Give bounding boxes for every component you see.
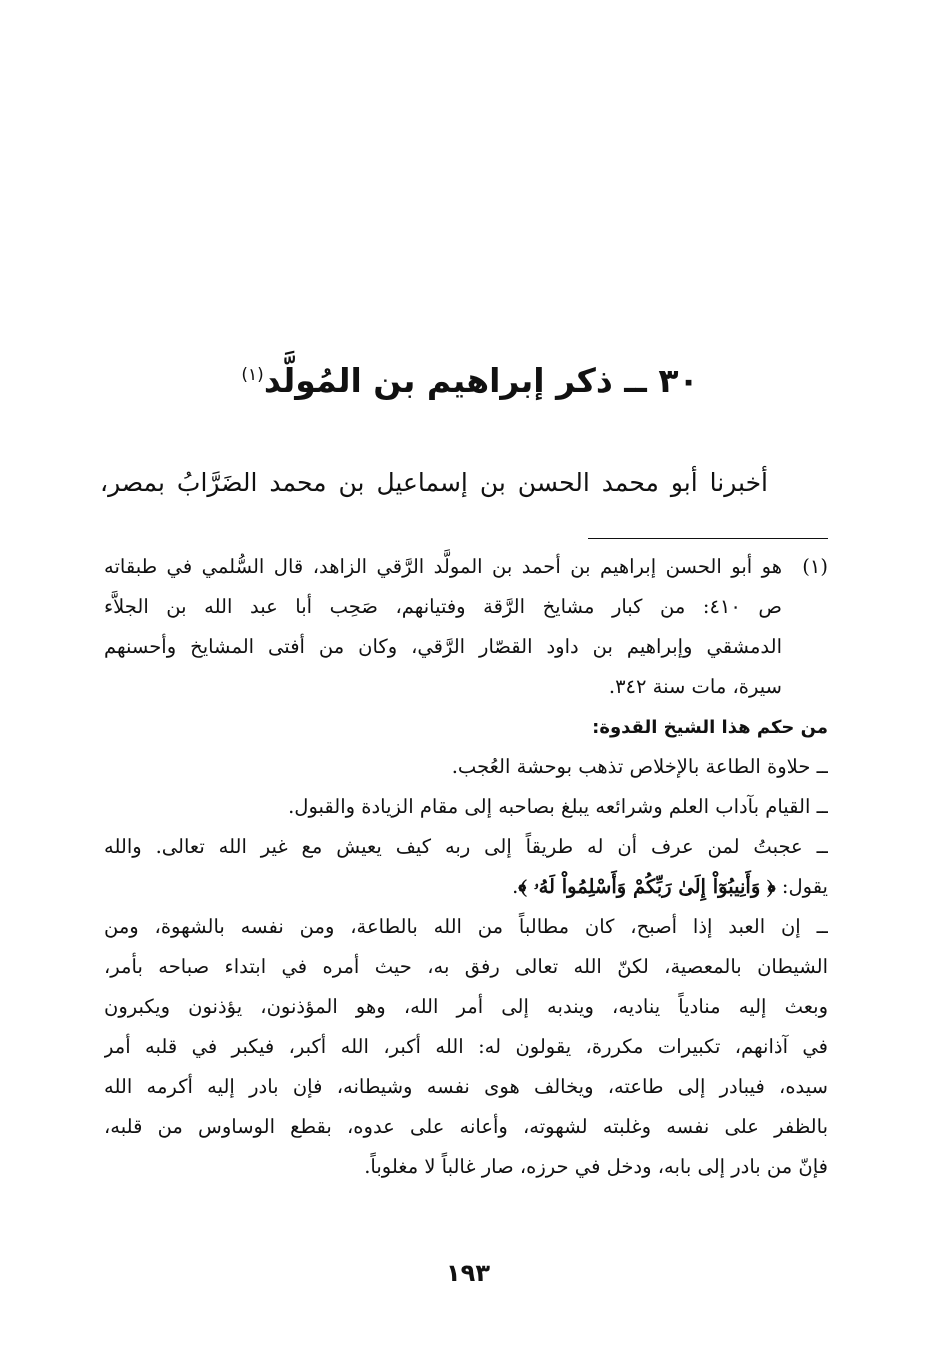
quran-verse: ﴿ وَأَنِيبُوٓاْ إِلَىٰ رَبِّكُمْ وَأَسْلِمُواْ لَهُۥ ﴾ [518,875,776,898]
chapter-title-text: ٣٠ ــ ذكر إبراهيم بن المُولَّد [263,361,699,400]
footnote-body [104,547,782,707]
saying-line: الشيطان بالمعصية، لكنّ الله تعالى رفق به، حيث أمره في ابتداء صباحه بأمر، [104,955,828,978]
saying-prefix: يقول: [775,875,828,898]
main-text-line: أخبرنا أبو محمد الحسن بن إسماعيل بن محمد الضَرَّابُ بمصر، [100,468,768,497]
saying-line: وبعث إليه منادياً يناديه، ويندبه إلى أمر الله، وهو المؤذنون، يؤذنون ويكبرون [104,995,828,1018]
saying-line: فإنّ من بادر إلى بابه، ودخل في حرزه، صار غالباً لا مغلوباً. [364,1155,828,1178]
footnote-number: (١) [802,555,828,578]
sayings-title: من حكم هذا الشيخ القدوة: [592,717,828,738]
footnote-separator [588,538,828,539]
footnote-bio-line: ص ٤١٠: من كبار مشايخ الرَّقة وفتيانهم، صَحِب أبا عبد الله بن الجلاَّء [104,595,782,618]
sayings-heading [104,707,828,747]
footnote-bio-line: سيرة، مات سنة ٣٤٢. [608,675,782,698]
footnote-bio-line: هو أبو الحسن إبراهيم بن أحمد بن المولَّد الرَّقي الزاهد، قال السُّلمي في طبقاته [104,555,782,578]
footnote-section [104,547,828,1187]
saying-line: ــ إن العبد إذا أصبح، كان مطالباً من الله بالطاعة، ومن نفسه بالشهوة، ومن [104,915,828,938]
saying-line: ــ عجبتُ لمن عرف أن له طريقاً إلى ربه كيف يعيش مع غير الله تعالى. والله [104,835,828,858]
saying-line: ــ القيام بآداب العلم وشرائعه يبلغ بصاحبه إلى مقام الزيادة والقبول. [288,795,828,818]
saying-line: ــ حلاوة الطاعة بالإخلاص تذهب بوحشة العُجب. [451,755,828,778]
chapter-title [80,350,860,406]
saying-quran-line [104,867,828,907]
saying-line: في آذانهم، تكبيرات مكررة، يقولون له: الله أكبر، الله أكبر، فيكبر في قلبه أمر [104,1035,828,1058]
saying-suffix: . [512,875,519,898]
saying-line: سيده، فيبادر إلى طاعته، ويخالف هوى نفسه وشيطانه، فإن بادر إليه أكرمه الله [104,1075,828,1098]
saying-line: بالظفر على نفسه وغلبته لشهوته، وأعانه على عدوه، بقطع الوساوس من قلبه، [104,1115,828,1138]
chapter-footnote-marker: (١) [241,365,264,385]
footnote-1 [104,547,828,707]
page-number: ١٩٣ [446,1259,490,1287]
footnote-bio-line: الدمشقي وإبراهيم بن داود القصّار الرَّقي، وكان من أفتى المشايخ وأحسنهم [104,635,782,658]
